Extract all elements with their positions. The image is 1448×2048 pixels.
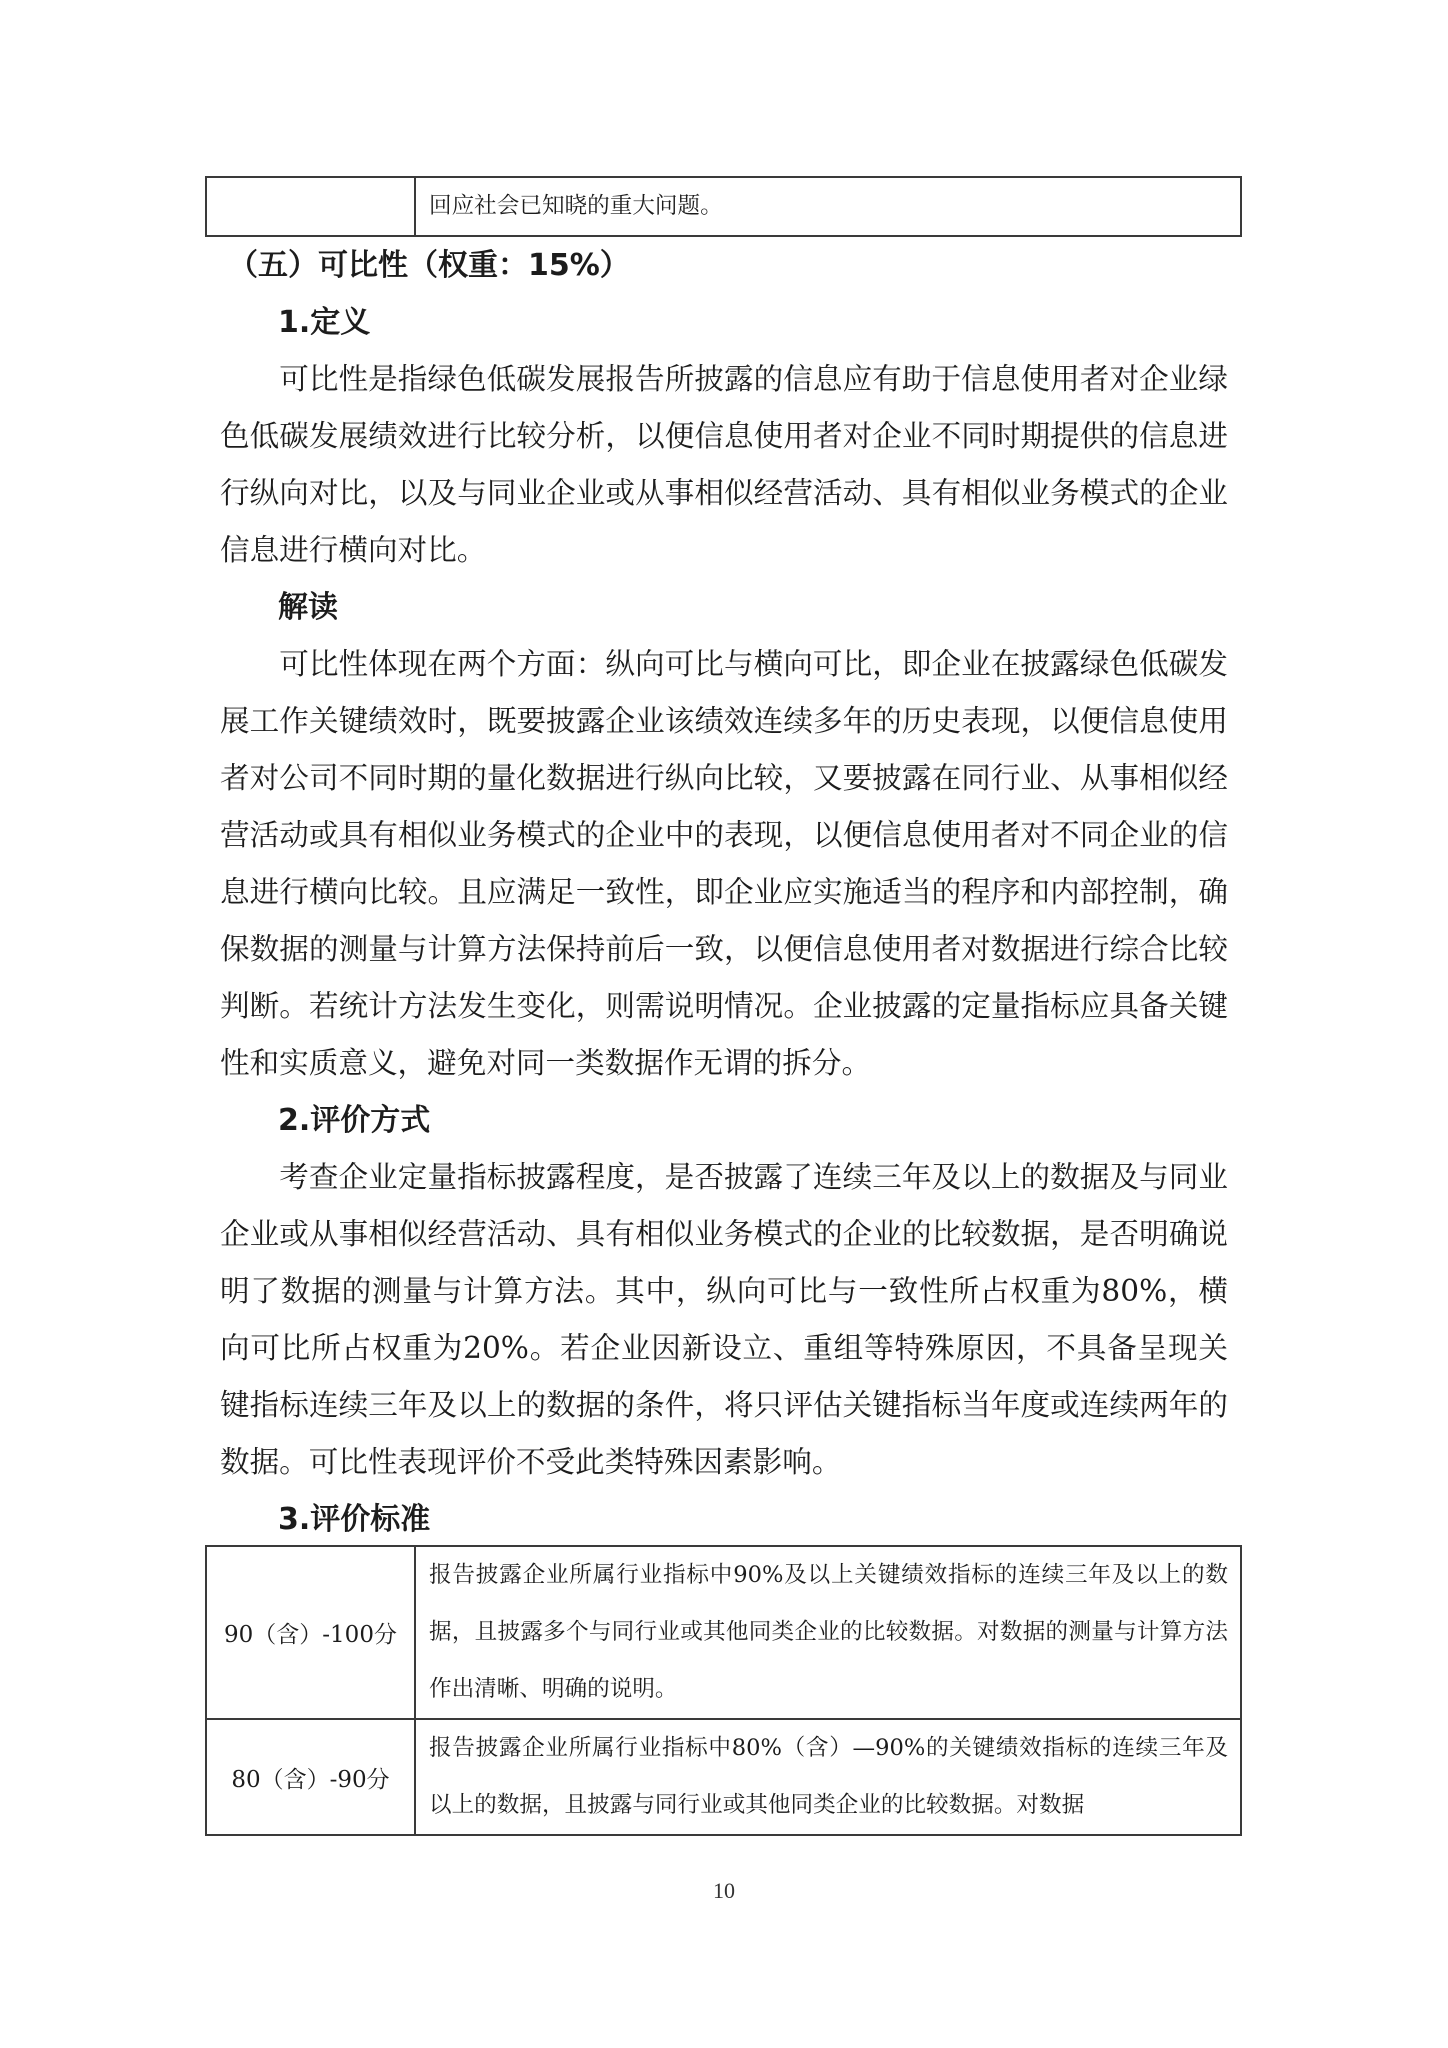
definition-heading: 1.定义	[278, 305, 371, 340]
page-number: 10	[713, 1878, 735, 1903]
score-cell: 90（含）-100分	[206, 1546, 415, 1719]
definition-text: 可比性是指绿色低碳发展报告所披露的信息应有助于信息使用者对企业绿色低碳发展绩效进行比较分析，以便信息使用者对企业不同时期提供的信息进行纵向对比，以及与同业企业或从事相似经营活动、具有相似业务模式的企业信息进行横向对比。	[220, 362, 1228, 567]
evaluation-method-text: 考查企业定量指标披露程度，是否披露了连续三年及以上的数据及与同业企业或从事相似经营活动、具有相似业务模式的企业的比较数据，是否明确说明了数据的测量与计算方法。其中，纵向可比与一致性所占权重为80%，横向可比所占权重为20%。若企业因新设立、重组等特殊原因，不具备呈现关键指标连续三年及以上的数据的条件，将只评估关键指标当年度或连续两年的数据。可比性表现评价不受此类特殊因素影响。	[220, 1160, 1228, 1479]
evaluation-method-paragraph	[220, 1149, 1228, 1491]
table-row	[206, 177, 1241, 236]
table-row	[206, 1546, 1241, 1719]
description-cell: 报告披露企业所属行业指标中80%（含）—90%的关键绩效指标的连续三年及以上的数据，且披露与同行业或其他同类企业的比较数据。对数据	[415, 1719, 1241, 1835]
table-row	[206, 1719, 1241, 1835]
description-cell: 回应社会已知晓的重大问题。	[415, 177, 1241, 236]
description-cell: 报告披露企业所属行业指标中90%及以上关键绩效指标的连续三年及以上的数据，且披露多个与同行业或其他同类企业的比较数据。对数据的测量与计算方法作出清晰、明确的说明。	[415, 1546, 1241, 1719]
evaluation-criteria-table	[205, 1545, 1242, 1836]
interpretation-text: 可比性体现在两个方面：纵向可比与横向可比，即企业在披露绿色低碳发展工作关键绩效时，既要披露企业该绩效连续多年的历史表现，以便信息使用者对公司不同时期的量化数据进行纵向比较，又要披露在同行业、从事相似经营活动或具有相似业务模式的企业中的表现，以便信息使用者对不同企业的信息进行横向比较。且应满足一致性，即企业应实施适当的程序和内部控制，确保数据的测量与计算方法保持前后一致，以便信息使用者对数据进行综合比较判断。若统计方法发生变化，则需说明情况。企业披露的定量指标应具备关键性和实质意义，避免对同一类数据作无谓的拆分。	[220, 647, 1228, 1080]
score-cell	[206, 177, 415, 236]
interpretation-paragraph	[220, 636, 1228, 1092]
evaluation-criteria-heading: 3.评价标准	[278, 1502, 431, 1537]
score-cell: 80（含）-90分	[206, 1719, 415, 1835]
definition-paragraph	[220, 351, 1228, 579]
section-heading: （五）可比性（权重：15%）	[228, 248, 630, 283]
interpretation-heading: 解读	[278, 590, 338, 625]
evaluation-method-heading: 2.评价方式	[278, 1103, 431, 1138]
continued-criteria-table	[205, 176, 1242, 237]
